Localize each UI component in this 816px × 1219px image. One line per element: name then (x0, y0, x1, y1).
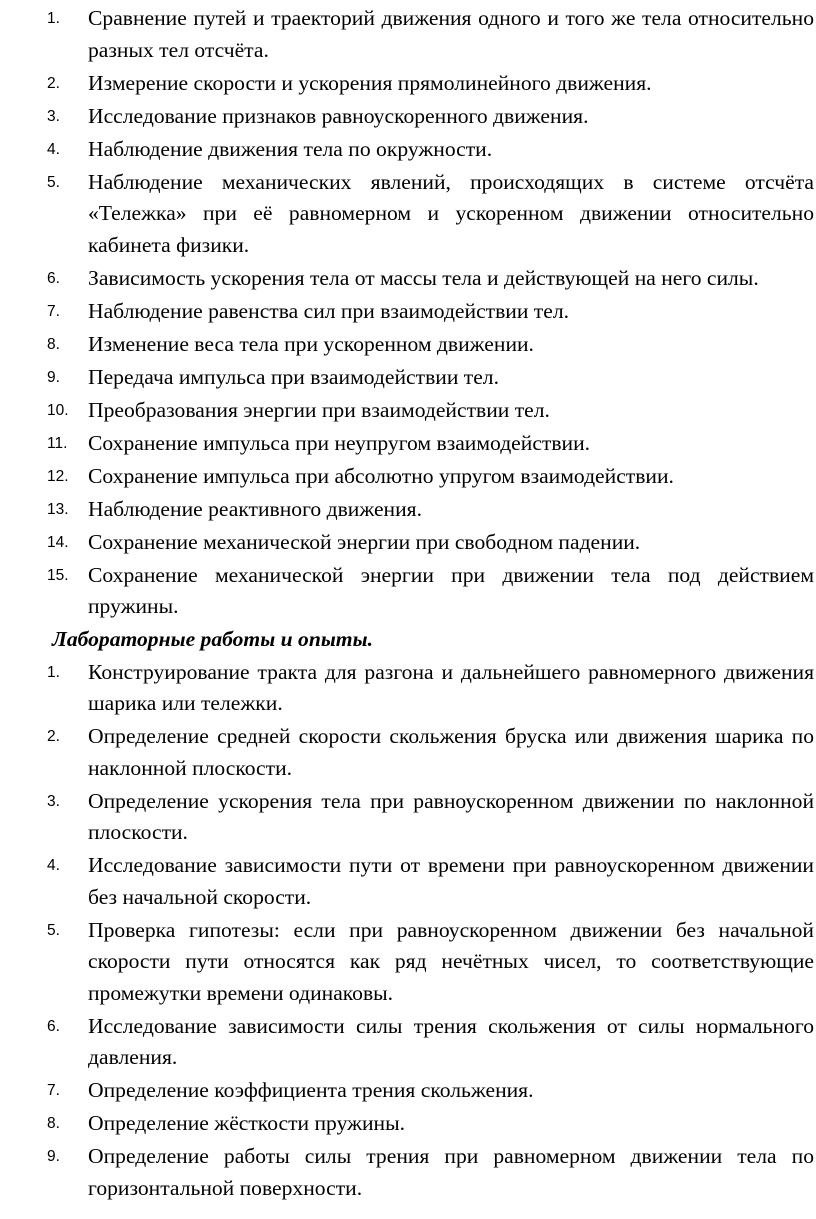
demonstrations-list (0, 3, 816, 623)
item-text: Передача импульса при взаимодействии тел. (88, 364, 499, 389)
item-number: 7. (47, 302, 60, 320)
item-number: 2. (47, 74, 60, 92)
list-item (0, 1141, 816, 1204)
list-item (0, 134, 816, 166)
item-number: 5. (47, 173, 60, 191)
item-text: Исследование зависимости пути от времени при равноускоренном движении без начальной скорости. (88, 853, 814, 909)
list-item (0, 68, 816, 100)
item-text: Конструирование тракта для разгона и дальнейшего равномерного движения шарика или тележки. (88, 659, 814, 715)
item-number: 9. (47, 368, 60, 386)
item-text: Наблюдение движения тела по окружности. (88, 136, 493, 161)
item-text: Исследование зависимости силы трения скольжения от силы нормального давления. (88, 1013, 814, 1069)
item-text: Измерение скорости и ускорения прямолинейного движения. (88, 70, 652, 95)
item-number: 4. (47, 140, 60, 158)
item-text: Сохранение импульса при абсолютно упругом взаимодействии. (88, 463, 674, 488)
item-text: Определение ускорения тела при равноускоренном движении по наклонной плоскости. (88, 788, 814, 844)
item-number: 4. (47, 857, 60, 874)
list-item (0, 915, 816, 1010)
item-number: 1. (47, 663, 60, 681)
item-text: Сохранение механической энергии при движении тела под действием пружины. (88, 562, 814, 618)
item-text: Изменение веса тела при ускоренном движении. (88, 331, 534, 356)
item-text: Определение средней скорости скольжения бруска или движения шарика по наклонной плоскости. (88, 724, 814, 780)
item-text: Наблюдение реактивного движения. (88, 496, 422, 521)
item-text: Исследование признаков равноускоренного движения. (88, 103, 589, 128)
list-item (0, 657, 816, 720)
item-number: 7. (47, 1082, 60, 1099)
item-text: Определение жёсткости пружины. (88, 1111, 406, 1135)
list-item (0, 786, 816, 849)
item-text: Проверка гипотезы: если при равноускоренном движении без начальной скорости пути относятся как ряд нечётных чисел, то соответствующие промежутки времени одинаковы. (88, 917, 814, 1005)
list-item (0, 721, 816, 784)
list-item (0, 428, 816, 460)
item-text: Наблюдение равенства сил при взаимодействии тел. (88, 298, 569, 323)
item-number: 5. (47, 921, 60, 939)
item-text: Сохранение механической энергии при свободном падении. (88, 529, 641, 554)
item-number: 3. (47, 792, 60, 810)
item-text: Сохранение импульса при неупругом взаимодействии. (88, 430, 591, 455)
list-item (0, 101, 816, 133)
item-text: Определение работы силы трения при равномерном движении тела по горизонтальной поверхности. (88, 1144, 814, 1200)
list-item (0, 3, 816, 66)
list-item (0, 1011, 816, 1074)
item-number: 8. (47, 1115, 60, 1132)
item-text: Наблюдение механических явлений, происходящих в системе отсчёта «Тележка» при её равномерном и ускоренном движении относительно кабинета физики. (88, 169, 814, 257)
item-number: 6. (47, 1017, 60, 1035)
list-item (0, 167, 816, 262)
item-text: Сравнение путей и траекторий движения одного и того же тела относительно разных тел отсчёта. (88, 6, 814, 62)
item-number: 1. (47, 10, 60, 27)
list-item (0, 395, 816, 427)
item-text: Зависимость ускорения тела от массы тела и действующей на него силы. (88, 265, 759, 290)
item-number: 3. (47, 107, 60, 125)
list-item (0, 329, 816, 361)
list-item (0, 362, 816, 394)
item-number: 12. (47, 467, 69, 485)
list-item (0, 1075, 816, 1107)
list-item (0, 1108, 816, 1140)
list-item (0, 263, 816, 295)
item-number: 8. (47, 335, 60, 353)
list-item (0, 560, 816, 623)
list-item (0, 296, 816, 328)
item-text: Преобразования энергии при взаимодействии тел. (88, 397, 550, 422)
list-item (0, 850, 816, 913)
labs-list (0, 657, 816, 1205)
list-item (0, 461, 816, 493)
item-number: 13. (47, 500, 69, 518)
item-text: Определение коэффициента трения скольжения. (88, 1078, 534, 1102)
item-number: 10. (47, 401, 69, 419)
item-number: 2. (47, 728, 60, 745)
item-number: 15. (47, 566, 69, 584)
item-number: 11. (47, 434, 68, 452)
section-heading: Лабораторные работы и опыты. (52, 627, 373, 651)
item-number: 9. (47, 1148, 60, 1165)
item-number: 6. (47, 269, 60, 287)
list-item (0, 527, 816, 559)
item-number: 14. (47, 533, 69, 551)
list-item (0, 494, 816, 526)
